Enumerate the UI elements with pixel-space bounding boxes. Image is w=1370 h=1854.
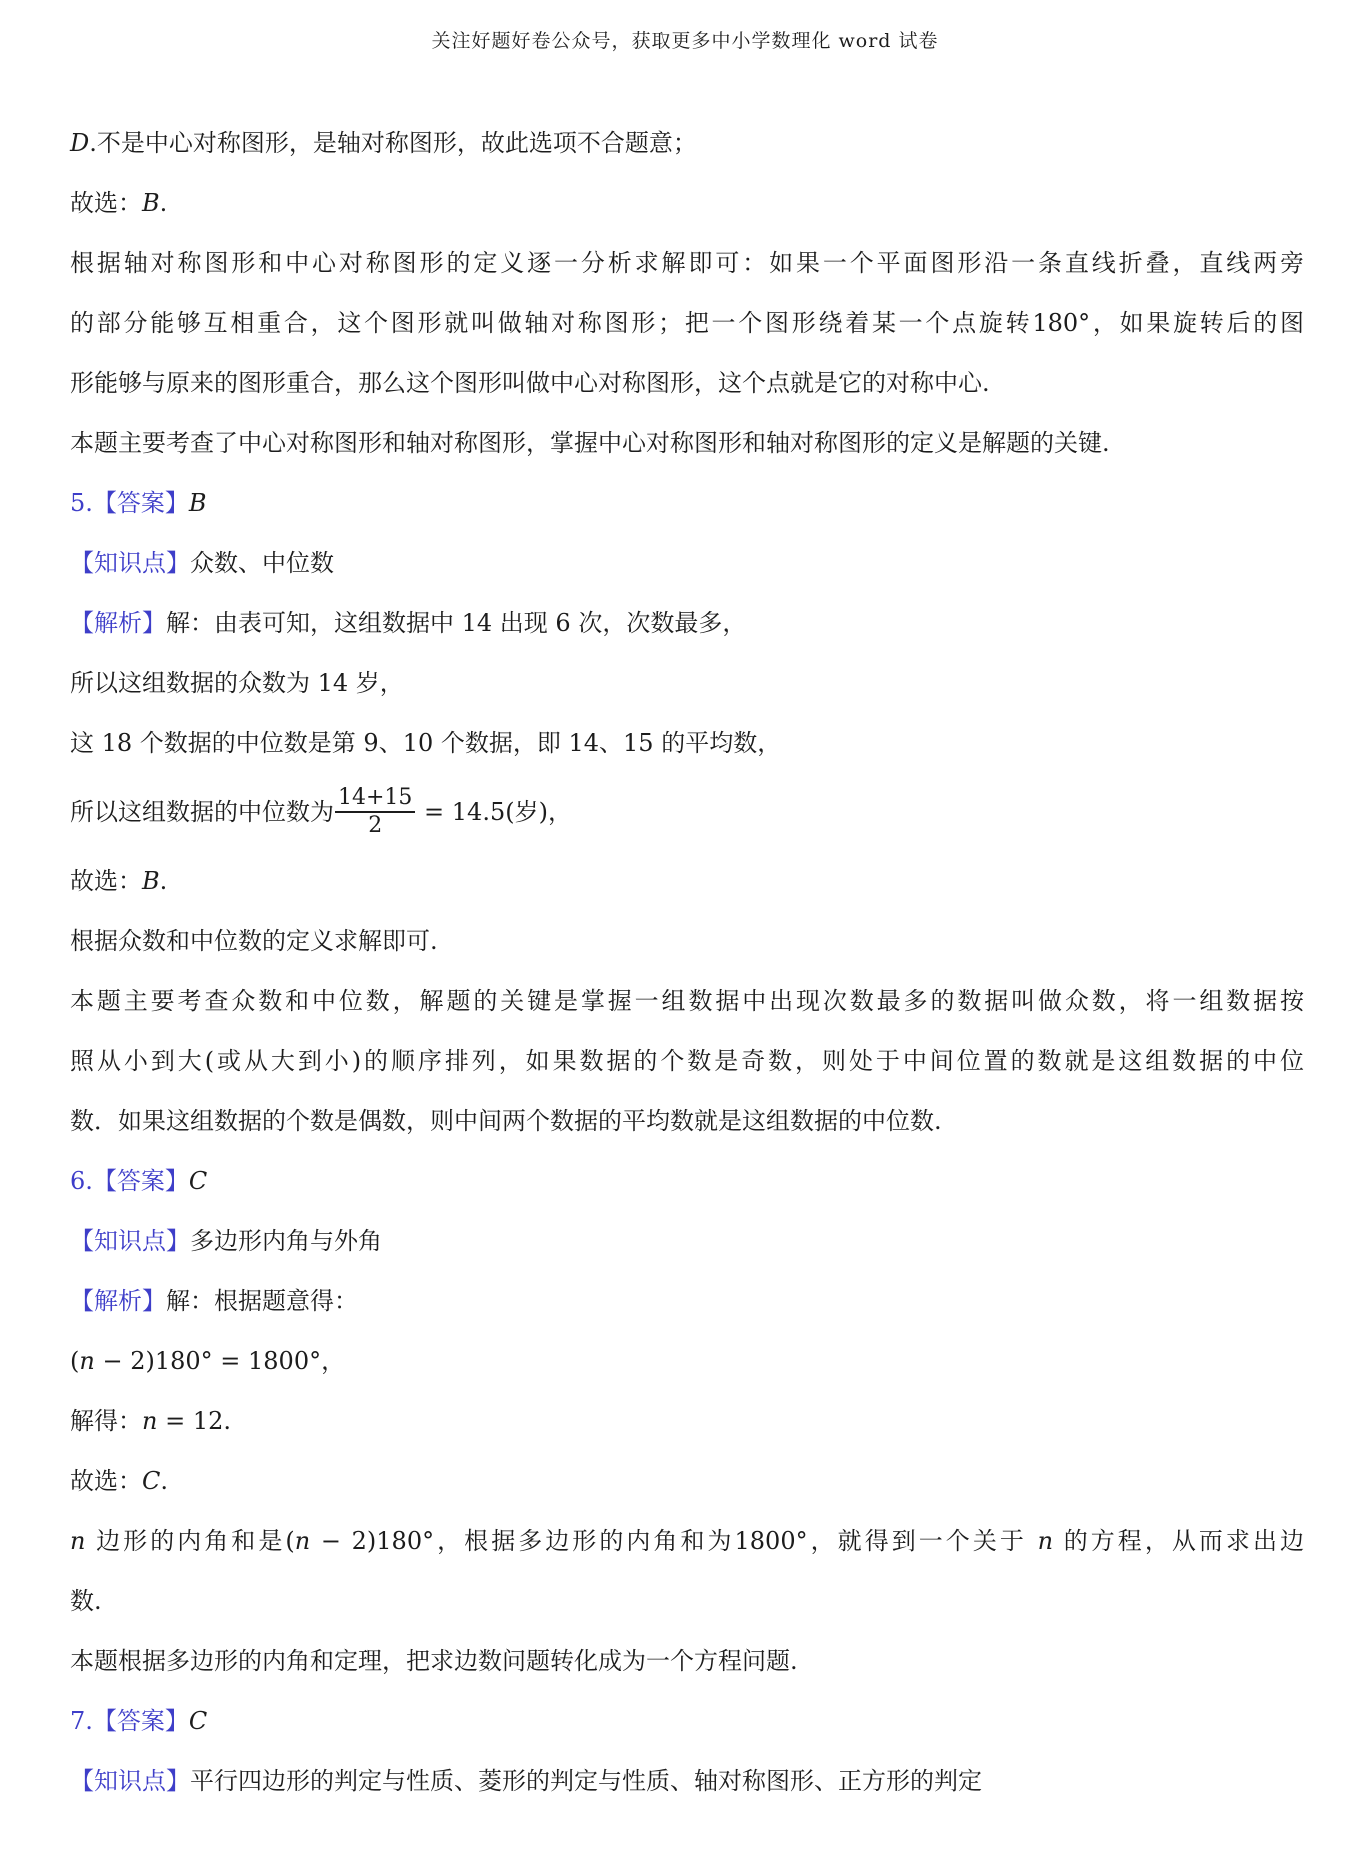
text-run: 照从小到大(或从大到小)的顺序排列，如果数据的个数是奇数，则处于中间位置的数就是这组数据的中位 [70, 1047, 1304, 1075]
text-run: . [159, 189, 168, 217]
math-fraction [335, 785, 415, 838]
text-run: 所以这组数据的中位数为 [70, 798, 334, 826]
text-run: 众数、中位数 [190, 549, 334, 577]
text-run: 数. [70, 1587, 102, 1615]
text-line [70, 353, 1304, 413]
text-run: 本题根据多边形的内角和定理，把求边数问题转化成为一个方程问题. [70, 1647, 798, 1675]
text-run: . [160, 1467, 169, 1495]
text-run: 这 18 个数据的中位数是第 9、10 个数据，即 14、15 的平均数， [70, 729, 782, 757]
text-line [70, 1331, 1304, 1391]
text-line [70, 473, 1304, 533]
text-run: 根据众数和中位数的定义求解即可. [70, 927, 438, 955]
text-line [70, 293, 1304, 353]
label-marker: 6.【答案】 [70, 1167, 189, 1195]
text-run: n [79, 1347, 95, 1375]
text-run: C [142, 1467, 161, 1495]
text-run: B [142, 867, 160, 895]
text-run: 故选： [70, 189, 142, 217]
label-marker: 【解析】 [70, 609, 166, 637]
text-run: 所以这组数据的众数为 14 岁， [70, 669, 404, 697]
page-header-note: 关注好题好卷公众号，获取更多中小学数理化 word 试卷 [431, 30, 939, 52]
text-run: 形能够与原来的图形重合，那么这个图形叫做中心对称图形，这个点就是它的对称中心. [70, 369, 990, 397]
text-line [70, 1271, 1304, 1331]
text-run: 本题主要考查了中心对称图形和轴对称图形，掌握中心对称图形和轴对称图形的定义是解题的关键. [70, 429, 1110, 457]
text-line [70, 653, 1304, 713]
label-marker: 【知识点】 [70, 1227, 190, 1255]
text-run: = 12. [157, 1407, 232, 1435]
text-line [70, 851, 1304, 911]
text-run: n [142, 1407, 158, 1435]
text-line [70, 713, 1304, 773]
text-run: 平行四边形的判定与性质、菱形的判定与性质、轴对称图形、正方形的判定 [190, 1767, 982, 1795]
text-line [70, 1571, 1304, 1631]
text-run: 解：由表可知，这组数据中 14 出现 6 次，次数最多， [166, 609, 747, 637]
text-line [70, 911, 1304, 971]
fraction-numerator: 14+15 [335, 785, 415, 812]
text-run: 的方程，从而求出边 [1053, 1527, 1304, 1555]
fraction-denominator: 2 [368, 812, 383, 838]
label-marker: 5.【答案】 [70, 489, 189, 517]
text-run: = 14.5(岁)， [416, 798, 572, 826]
text-run: 根据轴对称图形和中心对称图形的定义逐一分析求解即可：如果一个平面图形沿一条直线折叠，直线两旁 [70, 249, 1304, 277]
text-run: D [70, 129, 90, 157]
text-run: − 2)180°，根据多边形的内角和为1800°，就得到一个关于 [310, 1527, 1038, 1555]
text-run: 本题主要考查众数和中位数，解题的关键是掌握一组数据中出现次数最多的数据叫做众数，将一组数据按 [70, 987, 1304, 1015]
text-run: B [142, 189, 160, 217]
text-line [70, 593, 1304, 653]
text-line [70, 1091, 1304, 1151]
text-line [70, 113, 1304, 173]
label-marker: 【知识点】 [70, 549, 190, 577]
text-line [70, 1391, 1304, 1451]
text-run: . [159, 867, 168, 895]
text-run: 解：根据题意得： [166, 1287, 358, 1315]
text-line [70, 773, 1304, 851]
text-run: n [294, 1527, 311, 1555]
text-run: 解得： [70, 1407, 142, 1435]
text-run: C [188, 1167, 208, 1195]
text-line [70, 1751, 1304, 1811]
text-line [70, 971, 1304, 1031]
text-run: 故选： [70, 1467, 142, 1495]
label-marker: 7.【答案】 [70, 1707, 189, 1735]
text-run: ( [70, 1347, 80, 1375]
text-run: B [188, 489, 207, 517]
text-run: .不是中心对称图形，是轴对称图形，故此选项不合题意； [89, 129, 697, 157]
document-body [70, 113, 1304, 1811]
text-run: 边形的内角和是( [85, 1527, 295, 1555]
text-run: 多边形内角与外角 [190, 1227, 382, 1255]
text-run: n [70, 1527, 86, 1555]
text-run: 故选： [70, 867, 142, 895]
label-marker: 【解析】 [70, 1287, 166, 1315]
text-line [70, 1151, 1304, 1211]
text-line [70, 1031, 1304, 1091]
text-line [70, 1691, 1304, 1751]
text-run: C [188, 1707, 208, 1735]
text-line [70, 413, 1304, 473]
text-run: 数．如果这组数据的个数是偶数，则中间两个数据的平均数就是这组数据的中位数. [70, 1107, 942, 1135]
text-line [70, 1511, 1304, 1571]
text-run: 的部分能够互相重合，这个图形就叫做轴对称图形；把一个图形绕着某一个点旋转180°，如果旋转后的图 [70, 309, 1304, 337]
text-line [70, 1451, 1304, 1511]
text-line [70, 1211, 1304, 1271]
text-line [70, 233, 1304, 293]
label-marker: 【知识点】 [70, 1767, 190, 1795]
text-run: − 2)180° = 1800°， [94, 1347, 346, 1375]
text-line [70, 533, 1304, 593]
text-run: n [1037, 1527, 1054, 1555]
text-line [70, 173, 1304, 233]
text-line [70, 1631, 1304, 1691]
